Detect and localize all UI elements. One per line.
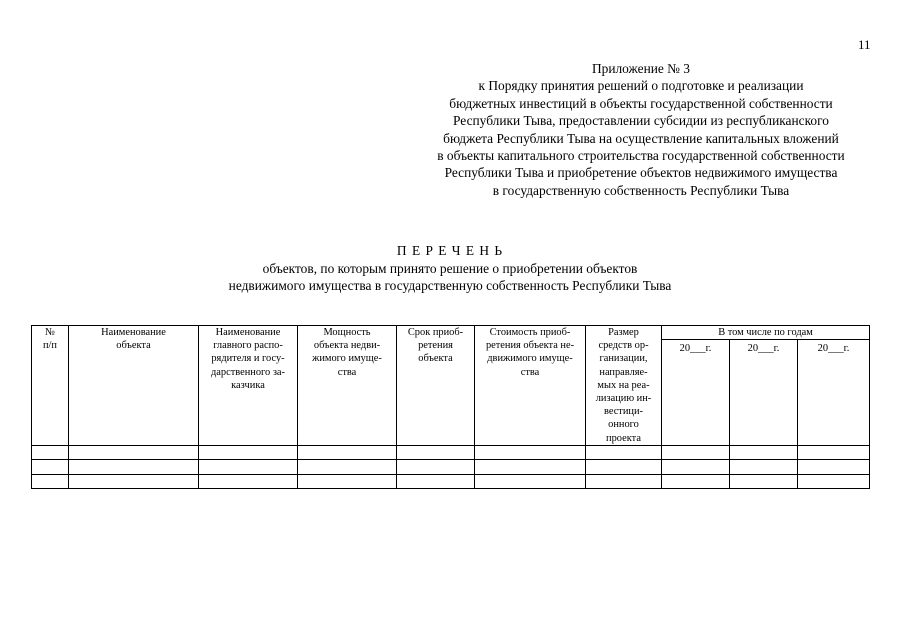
table-cell [662, 474, 730, 489]
column-header-year: 20___г. [798, 340, 870, 446]
document-subtitle-line: объектов, по которым принято решение о приобретении объектов [262, 260, 638, 276]
table-row [32, 445, 870, 460]
column-header-acquisition-cost: Стоимость приоб- ретения объекта не- движимого имуще- ства [475, 326, 586, 446]
table-cell [662, 460, 730, 475]
appendix-line: Приложение № 3 [591, 61, 691, 76]
column-header-capacity: Мощность объекта недви- жимого имуще- ства [298, 326, 397, 446]
table-cell [475, 460, 586, 475]
column-header-object-name: Наименование объекта [69, 326, 199, 446]
appendix-line: Республики Тыва, предоставлении субсидии из республиканского [453, 113, 829, 129]
column-header-number: № п/п [32, 326, 69, 446]
table-cell [586, 474, 662, 489]
table-cell [199, 445, 298, 460]
table-cell [397, 474, 475, 489]
page-number: 11 [858, 37, 871, 52]
column-header-manager: Наименование главного распо- рядителя и госу- дарственного за- казчика [199, 326, 298, 446]
list-heading [150, 242, 750, 295]
table-cell [32, 445, 69, 460]
column-header-year: 20___г. [730, 340, 798, 446]
column-header-years-group: В том числе по годам [662, 326, 870, 340]
appendix-line: бюджетных инвестиций в объекты государственной собственности [449, 95, 833, 111]
appendix-line: в государственную собственность Республики Тыва [492, 182, 790, 198]
appendix-line: Республики Тыва и приобретение объектов недвижимого имущества [444, 165, 838, 181]
table-cell [730, 474, 798, 489]
table-cell [730, 445, 798, 460]
table-cell [475, 474, 586, 489]
document-title: П Е Р Е Ч Е Н Ь [396, 243, 504, 258]
table-cell [798, 445, 870, 460]
document-subtitle-line: недвижимого имущества в государственную собственность Республики Тыва [228, 278, 672, 293]
table-cell [69, 474, 199, 489]
table-cell [397, 445, 475, 460]
table-cell [199, 474, 298, 489]
table-cell [199, 460, 298, 475]
column-header-funds-amount: Размер средств ор- ганизации, направляе- мых на реа- лизацию ин- вестици- онного проекта [586, 326, 662, 446]
table-cell [662, 445, 730, 460]
table-cell [69, 445, 199, 460]
appendix-header [390, 60, 892, 199]
table-cell [69, 460, 199, 475]
table-cell [298, 474, 397, 489]
table-cell [798, 474, 870, 489]
table-cell [298, 460, 397, 475]
appendix-line: в объекты капитального строительства государственной собственности [437, 148, 845, 164]
appendix-line: бюджета Республики Тыва на осуществление капитальных вложений [443, 130, 839, 146]
table-cell [730, 460, 798, 475]
table-cell [475, 445, 586, 460]
column-header-year: 20___г. [662, 340, 730, 446]
table-cell [586, 445, 662, 460]
table-cell [798, 460, 870, 475]
table-cell [298, 445, 397, 460]
table-body [32, 445, 870, 489]
table-cell [397, 460, 475, 475]
table-row [32, 474, 870, 489]
table-row [32, 460, 870, 475]
table-cell [586, 460, 662, 475]
column-header-acquisition-period: Срок приоб- ретения объекта [397, 326, 475, 446]
objects-table [31, 325, 870, 489]
table-cell [32, 460, 69, 475]
table-cell [32, 474, 69, 489]
appendix-line: к Порядку принятия решений о подготовке и реализации [478, 78, 804, 94]
